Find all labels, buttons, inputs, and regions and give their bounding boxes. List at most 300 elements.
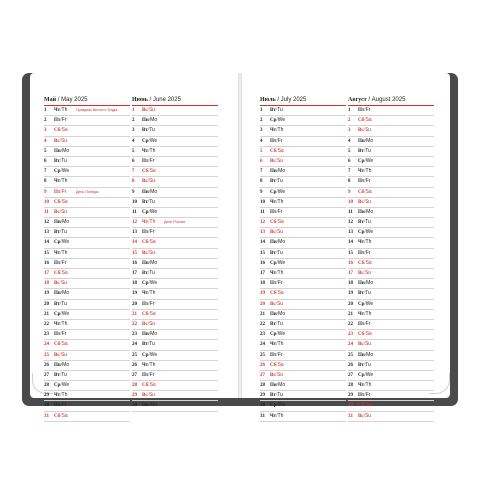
weekday-en: Th (365, 382, 372, 389)
day-row (132, 177, 218, 187)
weekday-separator: / (275, 393, 278, 399)
weekday-separator: / (276, 342, 278, 348)
weekday-en: Th (61, 249, 68, 256)
weekday-separator: / (363, 199, 365, 205)
weekday-en: Tu (365, 290, 371, 297)
weekday-en: Sa (365, 331, 372, 338)
day-row (44, 330, 130, 340)
weekday-separator: / (60, 179, 62, 185)
day-number: 23 (260, 332, 265, 338)
weekday-en: Sa (277, 361, 284, 368)
day-row (348, 289, 434, 299)
day-number: 15 (132, 250, 137, 256)
day-number: 20 (260, 301, 265, 307)
day-number: 20 (348, 301, 353, 307)
weekday-ru: Чт (270, 413, 277, 419)
day-row (132, 106, 218, 116)
day-number: 3 (44, 128, 47, 134)
day-row (132, 351, 218, 361)
weekday-ru: Пн (142, 189, 149, 195)
day-number: 19 (348, 291, 353, 297)
weekday-en: Tu (277, 178, 283, 185)
weekday-en: Th (149, 219, 156, 226)
day-number: 31 (260, 413, 265, 419)
day-number: 21 (132, 311, 137, 317)
weekday-ru: Вт (54, 230, 60, 236)
weekday-ru: Вт (54, 158, 60, 164)
weekday-separator: / (148, 403, 151, 409)
day-number: 24 (260, 342, 265, 348)
weekday-ru: Пт (142, 301, 149, 307)
day-row (260, 391, 346, 401)
weekday-ru: Вт (358, 220, 364, 226)
month-separator: / (366, 97, 372, 103)
weekday-ru: Сб (54, 342, 61, 348)
day-row (44, 310, 130, 320)
weekday-separator: / (60, 108, 62, 113)
day-row (44, 167, 130, 177)
weekday-ru: Пн (270, 169, 277, 175)
day-row (348, 310, 434, 320)
day-number: 3 (348, 128, 351, 134)
weekday-separator: / (275, 301, 277, 307)
day-row (260, 412, 346, 422)
weekday-separator: / (148, 118, 151, 124)
month-separator: / (56, 97, 62, 103)
day-number: 12 (260, 220, 265, 226)
weekday-ru: Чт (270, 128, 277, 134)
weekday-en: Tu (365, 147, 371, 154)
weekday-separator: / (364, 209, 367, 215)
day-row (260, 106, 346, 116)
weekday-ru: Сб (142, 311, 149, 317)
weekday-ru: Пн (358, 138, 365, 144)
day-number: 1 (260, 108, 263, 113)
day-row (348, 238, 434, 248)
day-row (348, 340, 434, 350)
day-number: 14 (132, 240, 137, 246)
weekday-separator: / (363, 342, 365, 348)
weekday-separator: / (148, 311, 150, 317)
weekday-separator: / (275, 321, 278, 327)
weekday-ru: Пн (54, 291, 61, 297)
weekday-separator: / (364, 189, 366, 195)
month-name-ru: Июль (260, 97, 276, 103)
weekday-ru: Вт (270, 393, 276, 399)
weekday-ru: Пн (142, 118, 149, 124)
weekday-en: Mo (62, 147, 70, 154)
day-number: 3 (260, 128, 263, 134)
day-row (132, 300, 218, 310)
day-row (132, 310, 218, 320)
weekday-ru: Ср (142, 352, 149, 358)
day-number: 14 (260, 240, 265, 246)
day-number: 27 (348, 372, 353, 378)
weekday-ru: Чт (54, 108, 61, 113)
day-row (260, 238, 346, 248)
month-header (348, 95, 434, 106)
weekday-separator: / (148, 281, 150, 287)
weekday-en: We (277, 331, 286, 338)
weekday-ru: Чт (270, 342, 277, 348)
month-separator: / (147, 97, 153, 103)
weekday-ru: Сб (270, 148, 277, 154)
day-number: 2 (348, 118, 351, 124)
day-number: 7 (260, 169, 263, 175)
day-row (260, 157, 346, 167)
weekday-ru: Ср (358, 301, 365, 307)
weekday-ru: Вс (358, 413, 364, 419)
day-row (260, 401, 346, 411)
day-number: 23 (132, 332, 137, 338)
month-header (44, 95, 130, 106)
weekday-en: Su (148, 320, 156, 327)
day-number: 31 (348, 413, 353, 419)
month-name-en: May 2025 (61, 97, 88, 103)
weekday-ru: Сб (270, 362, 277, 368)
day-row (44, 289, 130, 299)
day-row (260, 208, 346, 218)
weekday-separator: / (276, 291, 278, 297)
weekday-separator: / (147, 199, 150, 205)
weekday-separator: / (147, 250, 149, 256)
day-row (348, 269, 434, 279)
weekday-en: Tu (149, 270, 155, 276)
day-row (44, 208, 130, 218)
weekday-ru: Вт (142, 199, 148, 205)
weekday-ru: Пн (142, 403, 149, 409)
weekday-en: Tu (277, 249, 283, 256)
weekday-separator: / (276, 260, 278, 266)
weekday-en: Tu (277, 320, 283, 327)
weekday-en: Th (149, 290, 156, 297)
day-number: 7 (348, 169, 351, 175)
day-number: 11 (132, 209, 137, 215)
weekday-separator: / (60, 220, 63, 226)
day-row (132, 371, 218, 381)
weekday-separator: / (275, 108, 278, 113)
weekday-ru: Ср (54, 240, 61, 246)
weekday-separator: / (363, 128, 365, 134)
weekday-separator: / (59, 138, 61, 144)
weekday-ru: Вс (54, 281, 60, 287)
weekday-en: Sa (61, 127, 68, 134)
weekday-en: Sa (365, 117, 372, 124)
weekday-separator: / (276, 281, 278, 287)
weekday-en: Tu (149, 198, 155, 205)
weekday-en: Sa (365, 259, 372, 266)
weekday-en: Th (277, 198, 284, 205)
day-row (132, 289, 218, 299)
weekday-separator: / (364, 352, 367, 358)
day-number: 28 (260, 383, 265, 389)
weekday-ru: Ср (270, 403, 277, 409)
weekday-ru: Пт (54, 189, 61, 195)
day-row (132, 126, 218, 136)
month-name-ru: Май (44, 97, 57, 103)
weekday-en: Mo (62, 290, 70, 297)
weekday-ru: Чт (270, 199, 277, 205)
day-number: 5 (44, 148, 47, 154)
weekday-separator: / (60, 291, 63, 297)
weekday-ru: Вс (142, 108, 148, 113)
weekday-en: Su (148, 178, 156, 185)
weekday-ru: Вт (270, 179, 276, 185)
weekday-en: Th (149, 361, 156, 368)
day-row (44, 157, 130, 167)
day-row (132, 330, 218, 340)
weekday-ru: Пн (358, 209, 365, 215)
weekday-ru: Пт (54, 332, 61, 338)
weekday-ru: Чт (142, 220, 149, 226)
day-row (132, 361, 218, 371)
weekday-en: Su (60, 351, 68, 358)
day-number: 13 (44, 230, 49, 236)
weekday-separator: / (364, 260, 366, 266)
day-number: 24 (44, 342, 49, 348)
weekday-separator: / (364, 383, 366, 389)
day-row (132, 218, 218, 228)
weekday-en: Sa (149, 310, 156, 317)
weekday-en: Tu (277, 107, 283, 113)
day-number: 16 (44, 260, 49, 266)
day-number: 28 (348, 383, 353, 389)
weekday-en: Th (365, 239, 372, 246)
weekday-ru: Пт (142, 230, 149, 236)
weekday-ru: Чт (358, 169, 365, 175)
weekday-en: We (149, 208, 158, 215)
weekday-en: Tu (61, 157, 67, 164)
weekday-separator: / (60, 342, 62, 348)
day-row (132, 157, 218, 167)
day-row (348, 198, 434, 208)
weekday-separator: / (60, 362, 63, 368)
weekday-separator: / (364, 403, 366, 409)
weekday-ru: Вс (358, 128, 364, 134)
weekday-en: Mo (150, 402, 158, 409)
day-number: 15 (44, 250, 49, 256)
month-name-ru: Август (348, 97, 367, 103)
weekday-separator: / (60, 383, 62, 389)
weekday-ru: Пт (358, 393, 365, 399)
day-number: 1 (348, 108, 351, 113)
day-row (260, 198, 346, 208)
day-row (44, 177, 130, 187)
weekday-ru: Вс (54, 209, 60, 215)
weekday-ru: Вт (358, 362, 364, 368)
weekday-separator: / (60, 393, 62, 399)
weekday-ru: Чт (270, 271, 277, 276)
weekday-ru: Ср (270, 118, 277, 124)
weekday-separator: / (276, 220, 278, 226)
day-number: 6 (44, 158, 47, 164)
weekday-separator: / (60, 413, 62, 419)
day-number: 30 (132, 403, 137, 409)
weekday-separator: / (60, 332, 62, 338)
day-row (260, 381, 346, 391)
day-row (44, 300, 130, 310)
weekday-en: Fr (277, 280, 283, 287)
weekday-ru: Пт (270, 352, 277, 358)
weekday-ru: Вт (270, 321, 276, 327)
day-row (132, 381, 218, 391)
weekday-ru: Сб (358, 332, 365, 338)
weekday-en: Su (276, 300, 284, 307)
weekday-en: We (277, 117, 286, 124)
day-number: 5 (132, 148, 135, 154)
weekday-en: Mo (150, 188, 158, 195)
day-row (132, 208, 218, 218)
day-row (132, 320, 218, 330)
weekday-separator: / (60, 271, 62, 276)
day-number: 21 (44, 311, 49, 317)
weekday-en: Mo (366, 351, 374, 358)
weekday-en: Mo (150, 117, 158, 124)
weekday-en: Sa (277, 219, 284, 226)
weekday-en: Fr (149, 371, 155, 378)
weekday-separator: / (363, 362, 366, 368)
weekday-separator: / (148, 362, 150, 368)
weekday-ru: Ср (142, 138, 149, 144)
day-row (260, 259, 346, 269)
weekday-en: Fr (365, 107, 371, 113)
day-row (260, 310, 346, 320)
day-number: 19 (260, 291, 265, 297)
day-number: 29 (44, 393, 49, 399)
month-column (348, 95, 434, 422)
weekday-separator: / (364, 281, 367, 287)
weekday-separator: / (59, 158, 62, 164)
weekday-en: Sa (365, 402, 372, 409)
day-number: 10 (132, 199, 137, 205)
weekday-en: Fr (149, 157, 155, 164)
weekday-en: Fr (149, 300, 155, 307)
weekday-en: Sa (61, 341, 68, 348)
weekday-ru: Пт (358, 250, 365, 256)
weekday-separator: / (60, 169, 62, 175)
holiday-label: Праздник Весны и Труда (76, 108, 118, 112)
weekday-ru: Пн (358, 281, 365, 287)
weekday-separator: / (276, 332, 278, 338)
weekday-separator: / (60, 250, 62, 256)
day-number: 22 (132, 321, 137, 327)
weekday-en: We (149, 280, 158, 287)
day-number: 8 (44, 179, 47, 185)
weekday-en: Sa (149, 382, 156, 389)
day-number: 9 (348, 189, 351, 195)
weekday-en: We (277, 402, 286, 409)
weekday-en: Sa (61, 412, 68, 419)
day-row (348, 157, 434, 167)
weekday-separator: / (276, 413, 278, 419)
weekday-en: Su (276, 371, 284, 378)
day-number: 24 (348, 342, 353, 348)
weekday-separator: / (364, 108, 366, 113)
weekday-separator: / (147, 393, 149, 399)
day-number: 13 (260, 230, 265, 236)
day-number: 21 (348, 311, 353, 317)
month-header (132, 95, 218, 106)
weekday-ru: Пт (358, 108, 365, 113)
weekday-en: Su (148, 249, 156, 256)
day-row (44, 269, 130, 279)
day-row (260, 218, 346, 228)
weekday-separator: / (147, 271, 150, 276)
day-row (44, 361, 130, 371)
weekday-separator: / (364, 332, 366, 338)
day-number: 24 (132, 342, 137, 348)
day-row (44, 279, 130, 289)
day-number: 27 (132, 372, 137, 378)
weekday-en: We (365, 157, 374, 164)
day-number: 20 (44, 301, 49, 307)
day-row (132, 249, 218, 259)
day-row (132, 228, 218, 238)
day-row (348, 401, 434, 411)
weekday-separator: / (148, 301, 150, 307)
weekday-ru: Пт (270, 209, 277, 215)
day-row (348, 361, 434, 371)
weekday-separator: / (364, 321, 366, 327)
weekday-separator: / (275, 158, 277, 164)
day-number: 17 (132, 271, 137, 276)
weekday-separator: / (59, 301, 62, 307)
weekday-en: Th (277, 270, 284, 276)
weekday-ru: Сб (54, 199, 61, 205)
weekday-en: Mo (278, 310, 286, 317)
day-row (132, 391, 218, 401)
weekday-ru: Пн (270, 311, 277, 317)
day-row (132, 401, 218, 411)
day-row (348, 249, 434, 259)
day-number: 10 (44, 199, 49, 205)
day-number: 13 (348, 230, 353, 236)
holiday-label: День России (164, 220, 186, 225)
weekday-separator: / (60, 199, 62, 205)
weekday-separator: / (147, 342, 150, 348)
day-number: 22 (44, 321, 49, 327)
day-row (348, 218, 434, 228)
weekday-ru: Пт (270, 138, 277, 144)
day-number: 25 (44, 352, 49, 358)
day-number: 23 (348, 332, 353, 338)
weekday-ru: Сб (142, 383, 149, 389)
weekday-ru: Вс (142, 393, 148, 399)
day-number: 8 (348, 179, 351, 185)
day-row (44, 126, 130, 136)
weekday-ru: Чт (54, 179, 61, 185)
weekday-ru: Чт (358, 383, 365, 389)
weekday-en: We (277, 188, 286, 195)
weekday-ru: Чт (54, 250, 61, 256)
weekday-separator: / (364, 179, 366, 185)
weekday-separator: / (276, 383, 279, 389)
weekday-ru: Чт (54, 321, 61, 327)
weekday-en: Th (365, 310, 372, 317)
day-row (260, 361, 346, 371)
day-number: 15 (260, 250, 265, 256)
weekday-separator: / (60, 118, 62, 124)
day-row (44, 320, 130, 330)
day-number: 12 (44, 220, 49, 226)
day-number: 6 (348, 158, 351, 164)
weekday-separator: / (275, 372, 277, 378)
weekday-en: Su (364, 412, 372, 419)
weekday-separator: / (60, 321, 62, 327)
weekday-ru: Пн (54, 220, 61, 226)
weekday-en: Sa (149, 168, 156, 175)
day-number: 28 (44, 383, 49, 389)
